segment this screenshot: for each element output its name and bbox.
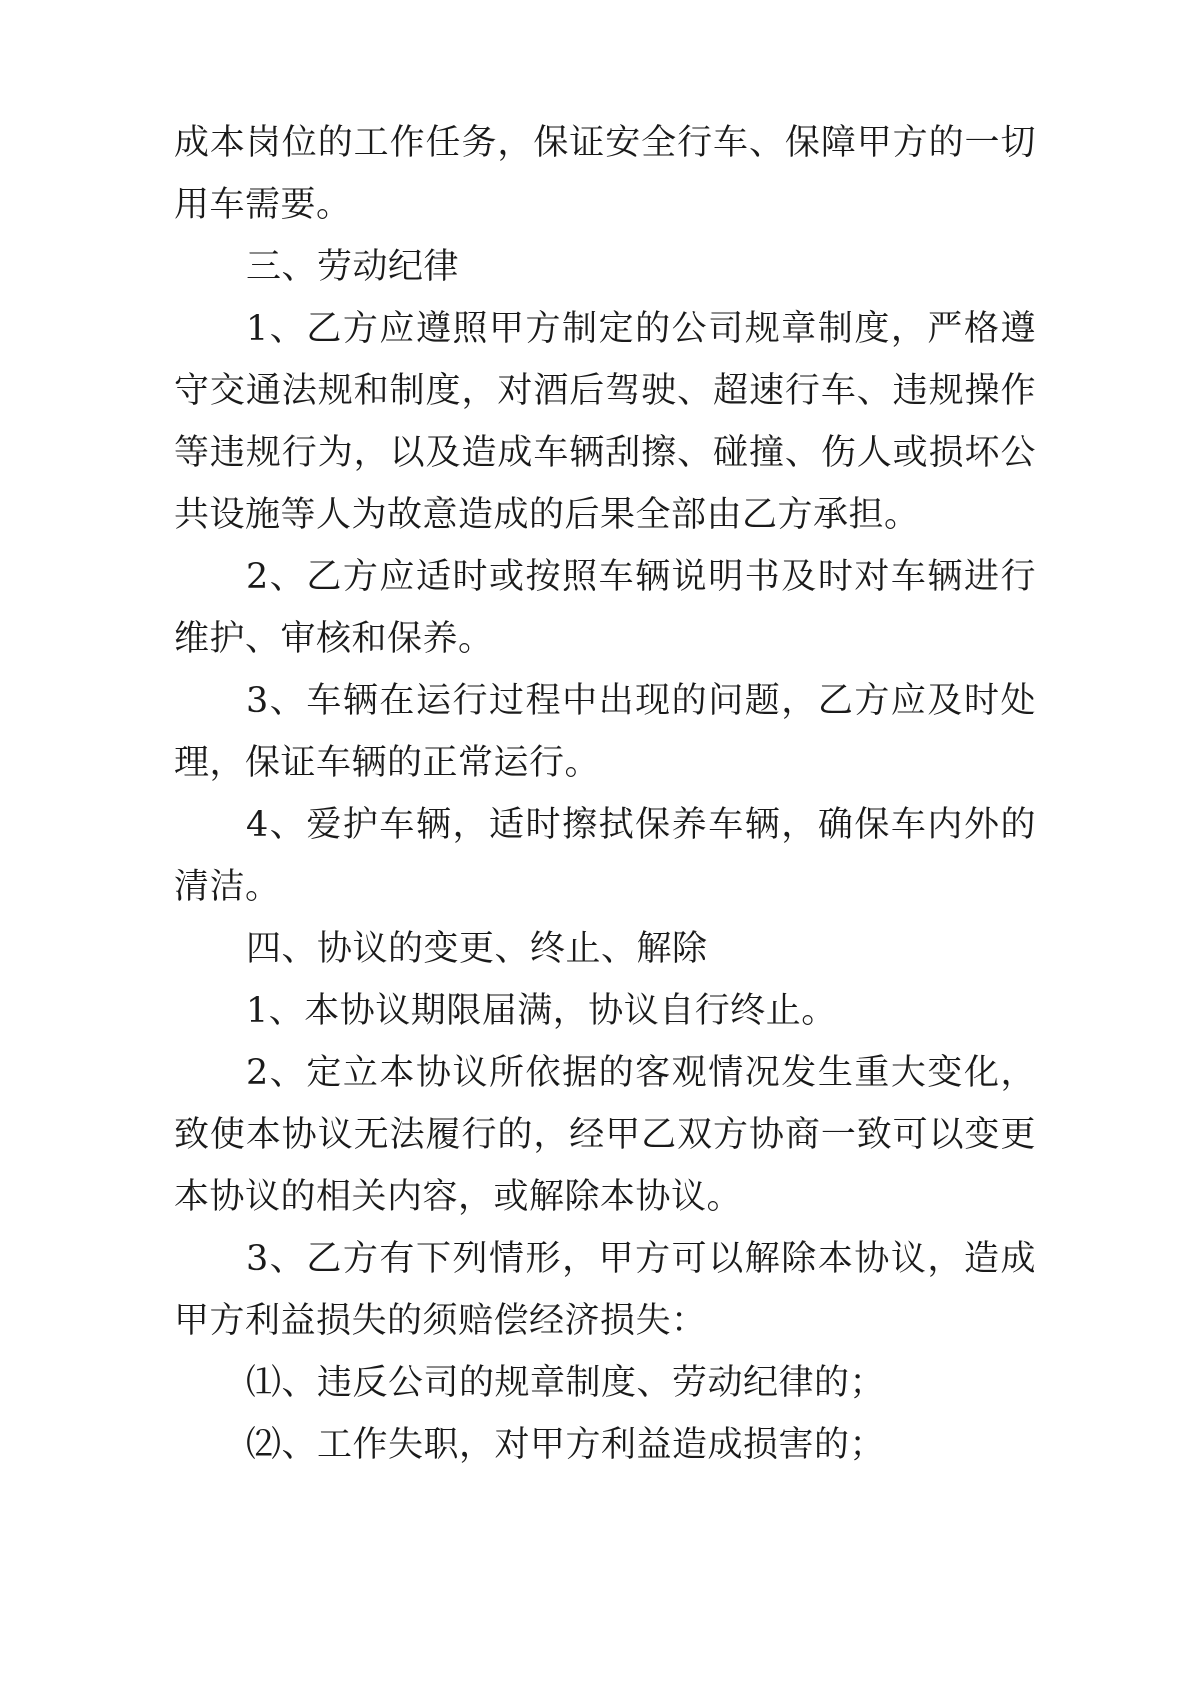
paragraph-clause: 2、定立本协议所依据的客观情况发生重大变化，致使本协议无法履行的，经甲乙双方协商一致可以变更本协议的相关内容，或解除本协议。 xyxy=(174,1053,1036,1217)
section-heading-agreement-changes: 四、协议的变更、终止、解除 xyxy=(246,929,708,969)
document-body xyxy=(174,112,1036,1476)
section-heading-labor-discipline: 三、劳动纪律 xyxy=(246,247,460,287)
paragraph-clause: 4、爱护车辆，适时擦拭保养车辆，确保车内外的清洁。 xyxy=(174,805,1036,907)
paragraph-subclause: ⑵、工作失职，对甲方利益造成损害的； xyxy=(246,1425,886,1465)
paragraph-continuation: 成本岗位的工作任务，保证安全行车、保障甲方的一切用车需要。 xyxy=(174,123,1036,225)
paragraph-clause: 3、车辆在运行过程中出现的问题，乙方应及时处理，保证车辆的正常运行。 xyxy=(174,681,1036,783)
paragraph-clause: 2、乙方应适时或按照车辆说明书及时对车辆进行维护、审核和保养。 xyxy=(174,557,1036,659)
paragraph-clause: 1、乙方应遵照甲方制定的公司规章制度，严格遵守交通法规和制度，对酒后驾驶、超速行车、违规操作等违规行为，以及造成车辆刮擦、碰撞、伤人或损坏公共设施等人为故意造成的后果全部由乙方承担。 xyxy=(174,309,1036,535)
paragraph-subclause: ⑴、违反公司的规章制度、劳动纪律的； xyxy=(246,1363,886,1403)
paragraph-clause: 3、乙方有下列情形，甲方可以解除本协议，造成甲方利益损失的须赔偿经济损失： xyxy=(174,1239,1036,1341)
paragraph-clause: 1、本协议期限届满，协议自行终止。 xyxy=(246,991,837,1031)
